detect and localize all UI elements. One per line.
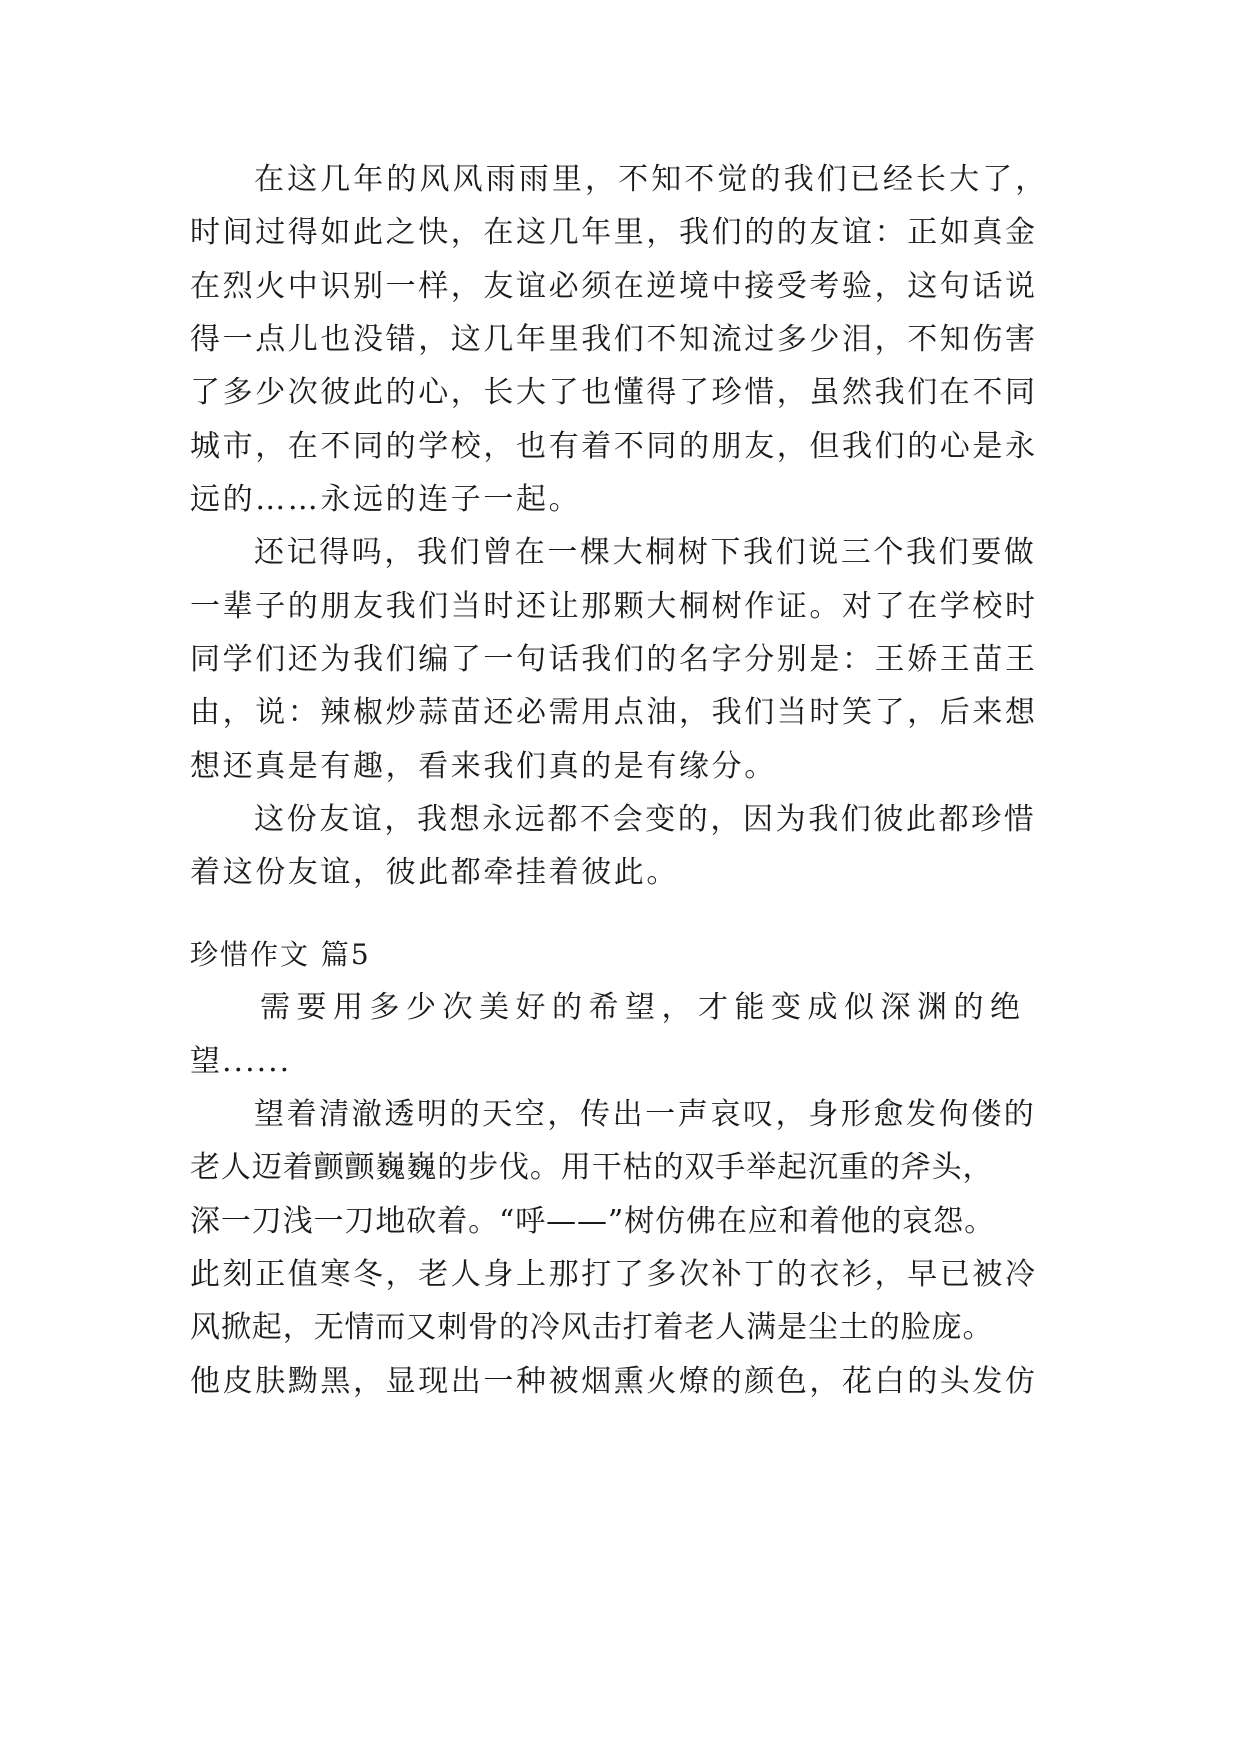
text-line: 想还真是有趣，看来我们真的是有缘分。	[190, 749, 777, 784]
text-line: 远的……永远的连子一起。	[190, 482, 582, 517]
text-line: 需要用多少次美好的希望，才能变成似深渊的绝	[260, 990, 1027, 1025]
text-line: 着这份友谊，彼此都牵挂着彼此。	[190, 855, 679, 890]
text-line: 同学们还为我们编了一句话我们的名字分别是：王娇王苗王	[190, 642, 1038, 677]
text-line: 望着清澈透明的天空，传出一声哀叹，身形愈发佝偻的	[254, 1097, 1037, 1132]
text-line: 城市，在不同的学校，也有着不同的朋友，但我们的心是永	[190, 429, 1038, 464]
text-line: 还记得吗，我们曾在一棵大桐树下我们说三个我们要做	[254, 535, 1037, 570]
text-line: 时间过得如此之快，在这几年里，我们的的友谊：正如真金	[190, 215, 1038, 250]
text-line: 了多少次彼此的心，长大了也懂得了珍惜，虽然我们在不同	[190, 375, 1038, 410]
text-line: 在烈火中识别一样，友谊必须在逆境中接受考验，这句话说	[190, 269, 1038, 304]
text-line: 得一点儿也没错，这几年里我们不知流过多少泪，不知伤害	[190, 322, 1038, 357]
text-line: 他皮肤黝黑，显现出一种被烟熏火燎的颜色，花白的头发仿	[190, 1364, 1038, 1399]
section-heading: 珍惜作文 篇5	[190, 938, 371, 971]
text-line: 此刻正值寒冬，老人身上那打了多次补丁的衣衫，早已被冷	[190, 1257, 1038, 1292]
text-line: 在这几年的风风雨雨里，不知不觉的我们已经长大了，	[254, 162, 1049, 197]
text-line: 风掀起，无情而又刺骨的冷风击打着老人满是尘土的脸庞。	[190, 1310, 994, 1345]
text-line: 望......	[190, 1044, 292, 1079]
text-line: 深一刀浅一刀地砍着。“呼——”树仿佛在应和着他的哀怨。	[190, 1204, 995, 1239]
text-line: 一辈子的朋友我们当时还让那颗大桐树作证。对了在学校时	[190, 589, 1038, 624]
text-line: 由，说：辣椒炒蒜苗还必需用点油，我们当时笑了，后来想	[190, 695, 1038, 730]
text-line: 这份友谊，我想永远都不会变的，因为我们彼此都珍惜	[254, 802, 1037, 837]
text-line: 老人迈着颤颤巍巍的步伐。用干枯的双手举起沉重的斧头，	[190, 1150, 994, 1185]
